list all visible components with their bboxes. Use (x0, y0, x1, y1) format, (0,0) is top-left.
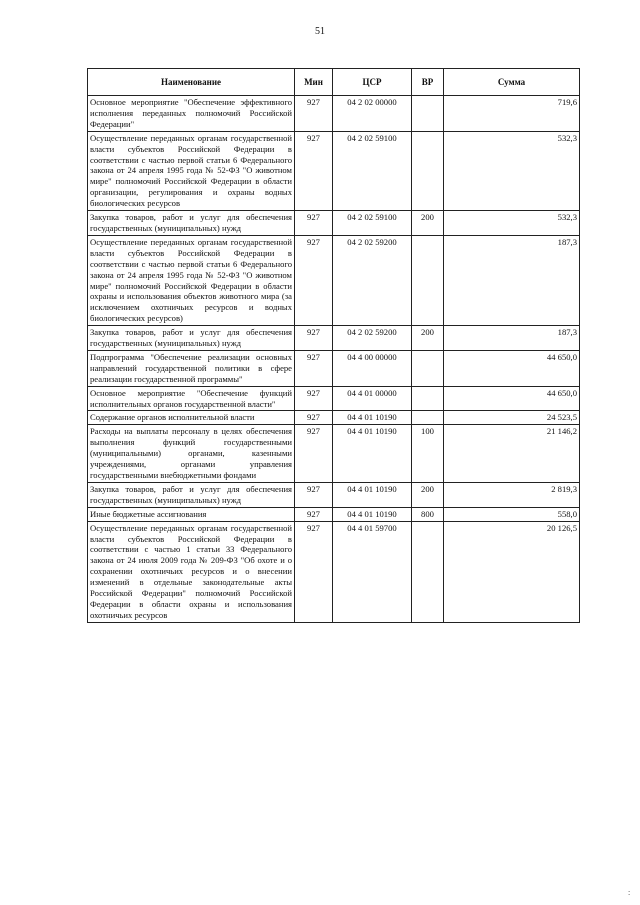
edge-mark: : (628, 888, 631, 897)
table-row (88, 211, 580, 236)
table-row (88, 507, 580, 521)
cell-sum: 44 650,0 (444, 386, 580, 411)
cell-csr: 04 4 01 10190 (333, 482, 412, 507)
cell-min: 927 (295, 386, 333, 411)
cell-name: Подпрограмма "Обеспечение реализации основных направлений государственной политики в сфере реализации государственной программы" (88, 350, 295, 386)
cell-name: Осуществление переданных органам государственной власти субъектов Российской Федерации в соответствии с частью первой статьи 6 Федерального закона от 24 апреля 1995 года № 52-ФЗ "О животном мире" полномочий Российской Федерации в области организации, регулирования и охраны водных биологических ресурсов (88, 131, 295, 210)
cell-sum: 558,0 (444, 507, 580, 521)
table-row (88, 411, 580, 425)
cell-min: 927 (295, 211, 333, 236)
cell-vr (412, 521, 444, 622)
cell-csr: 04 4 01 10190 (333, 425, 412, 483)
cell-sum: 532,3 (444, 211, 580, 236)
cell-name: Расходы на выплаты персоналу в целях обеспечения выполнения функций государственными (муниципальными) органами, казенными учреждениями, органами управления государственными внебюджетными фондами (88, 425, 295, 483)
cell-name: Закупка товаров, работ и услуг для обеспечения государственных (муниципальных) нужд (88, 326, 295, 351)
cell-sum: 187,3 (444, 326, 580, 351)
table-row (88, 96, 580, 132)
cell-csr: 04 2 02 59100 (333, 131, 412, 210)
cell-sum: 2 819,3 (444, 482, 580, 507)
cell-name: Содержание органов исполнительной власти (88, 411, 295, 425)
cell-csr: 04 2 02 00000 (333, 96, 412, 132)
header-csr: ЦСР (333, 69, 412, 96)
cell-vr: 200 (412, 482, 444, 507)
table-row (88, 326, 580, 351)
cell-sum: 719,6 (444, 96, 580, 132)
table-row (88, 482, 580, 507)
cell-name: Закупка товаров, работ и услуг для обеспечения государственных (муниципальных) нужд (88, 482, 295, 507)
header-vr: ВР (412, 69, 444, 96)
cell-min: 927 (295, 326, 333, 351)
cell-sum: 20 126,5 (444, 521, 580, 622)
cell-csr: 04 2 02 59100 (333, 211, 412, 236)
cell-csr: 04 4 01 00000 (333, 386, 412, 411)
cell-min: 927 (295, 411, 333, 425)
table-row (88, 386, 580, 411)
cell-min: 927 (295, 521, 333, 622)
cell-name: Основное мероприятие "Обеспечение функций исполнительных органов государственной власти" (88, 386, 295, 411)
cell-sum: 21 146,2 (444, 425, 580, 483)
cell-vr (412, 386, 444, 411)
cell-csr: 04 4 01 10190 (333, 507, 412, 521)
cell-min: 927 (295, 482, 333, 507)
cell-name: Закупка товаров, работ и услуг для обеспечения государственных (муниципальных) нужд (88, 211, 295, 236)
page-number: 51 (315, 26, 325, 37)
cell-min: 927 (295, 350, 333, 386)
header-sum: Сумма (444, 69, 580, 96)
cell-min: 927 (295, 425, 333, 483)
cell-name: Иные бюджетные ассигнования (88, 507, 295, 521)
cell-vr (412, 235, 444, 325)
table-row (88, 235, 580, 325)
cell-sum: 187,3 (444, 235, 580, 325)
cell-vr: 200 (412, 211, 444, 236)
table-row (88, 131, 580, 210)
cell-vr: 100 (412, 425, 444, 483)
table-row (88, 350, 580, 386)
cell-vr (412, 411, 444, 425)
budget-table (87, 68, 580, 623)
table-row (88, 425, 580, 483)
cell-vr (412, 96, 444, 132)
table-row (88, 521, 580, 622)
cell-vr: 200 (412, 326, 444, 351)
cell-vr (412, 131, 444, 210)
cell-vr: 800 (412, 507, 444, 521)
header-name: Наименование (88, 69, 295, 96)
cell-min: 927 (295, 131, 333, 210)
cell-sum: 44 650,0 (444, 350, 580, 386)
cell-min: 927 (295, 96, 333, 132)
cell-min: 927 (295, 507, 333, 521)
cell-name: Осуществление переданных органам государственной власти субъектов Российской Федерации в соответствии с частью 1 статьи 33 Федерального закона от 24 июля 2009 года № 209-ФЗ "Об охоте и о сохранении охотничьих ресурсов и о внесении изменений в отдельные законодательные акты Российской Федерации" полномочий Российской Федерации в области охраны и использования охотничьих ресурсов (88, 521, 295, 622)
cell-csr: 04 2 02 59200 (333, 235, 412, 325)
cell-sum: 24 523,5 (444, 411, 580, 425)
cell-csr: 04 4 01 59700 (333, 521, 412, 622)
cell-sum: 532,3 (444, 131, 580, 210)
cell-csr: 04 4 01 10190 (333, 411, 412, 425)
cell-vr (412, 350, 444, 386)
cell-name: Осуществление переданных органам государственной власти субъектов Российской Федерации в соответствии с частью первой статьи 6 Федерального закона от 24 апреля 1995 года № 52-ФЗ "О животном мире" полномочий Российской Федерации в области охраны и использования объектов животного мира (за исключением охотничьих ресурсов и водных биологических ресурсов) (88, 235, 295, 325)
cell-min: 927 (295, 235, 333, 325)
cell-csr: 04 2 02 59200 (333, 326, 412, 351)
cell-csr: 04 4 00 00000 (333, 350, 412, 386)
header-min: Мин (295, 69, 333, 96)
table-header-row (88, 69, 580, 96)
cell-name: Основное мероприятие "Обеспечение эффективного исполнения переданных полномочий Российской Федерации" (88, 96, 295, 132)
